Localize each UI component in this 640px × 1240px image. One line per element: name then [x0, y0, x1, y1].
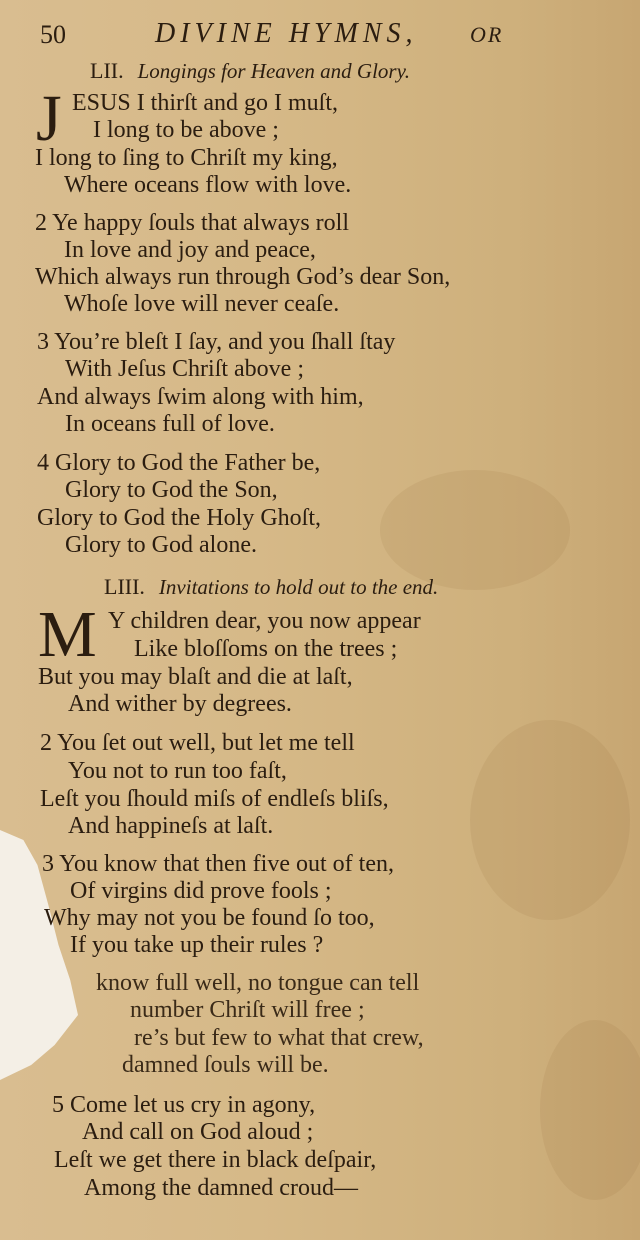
verse-line: 3 You know that then five out of ten,: [42, 851, 394, 877]
verse-line: know full well, no tongue can tell: [96, 970, 420, 996]
verse-line: 4 Glory to God the Father be,: [37, 450, 321, 476]
verse-line: Where oceans flow with love.: [64, 172, 352, 198]
verse-line: re’s but few to what that crew,: [134, 1025, 424, 1051]
verse-line: You not to run too faſt,: [68, 758, 287, 784]
verse-line: Whoſe love will never ceaſe.: [64, 291, 340, 317]
running-title-suffix: OR: [470, 22, 504, 47]
verse-line: 3 You’re bleſt I ſay, and you ſhall ſtay: [37, 329, 396, 355]
verse-line: Glory to God the Son,: [65, 477, 278, 503]
verse-line: But you may blaſt and die at laſt,: [38, 664, 353, 690]
verse-line: Among the damned croud—: [84, 1175, 358, 1201]
verse-line: Leſt you ſhould miſs of endleſs bliſs,: [40, 786, 389, 812]
verse-line: If you take up their rules ?: [70, 932, 324, 958]
verse-line: Which always run through God’s dear Son,: [35, 264, 451, 290]
verse-line: ESUS I thirſt and go I muſt,: [72, 90, 338, 116]
page-header: [0, 12, 640, 52]
verse-line: In love and joy and peace,: [64, 237, 316, 263]
verse-line: With Jeſus Chriſt above ;: [65, 356, 305, 382]
verse-line: And always ſwim along with him,: [37, 384, 364, 410]
paper-stain: [470, 720, 630, 920]
drop-cap: M: [38, 598, 97, 671]
verse-line: Like bloſſoms on the trees ;: [134, 636, 398, 662]
verse-line: 2 Ye happy ſouls that always roll: [35, 210, 349, 236]
verse-line: damned ſouls will be.: [122, 1052, 329, 1078]
verse-line: Why may not you be found ſo too,: [44, 905, 375, 931]
verse-line: Glory to God alone.: [65, 532, 257, 558]
drop-cap: J: [36, 82, 62, 155]
paper-stain: [540, 1020, 640, 1200]
verse-line: I long to ſing to Chriſt my king,: [35, 145, 338, 171]
verse-line: Leſt we get there in black deſpair,: [54, 1147, 377, 1173]
hymn-heading: [104, 574, 438, 600]
paper-stain: [380, 470, 570, 590]
verse-line: In oceans full of love.: [65, 411, 275, 437]
verse-line: Of virgins did prove fools ;: [70, 878, 332, 904]
hymn-title: Longings for Heaven and Glory.: [137, 59, 410, 83]
hymn-number: LIII.: [104, 574, 145, 599]
page-number: 50: [40, 20, 66, 49]
hymn-number: LII.: [90, 58, 124, 83]
verse-line: number Chriſt will free ;: [130, 997, 365, 1023]
verse-line: Glory to God the Holy Ghoſt,: [37, 505, 321, 531]
hymn-title: Invitations to hold out to the end.: [158, 575, 439, 599]
verse-line: I long to be above ;: [93, 117, 279, 143]
verse-line: Y children dear, you now appear: [108, 608, 421, 634]
verse-line: And wither by degrees.: [68, 691, 292, 717]
hymn-heading: [90, 58, 410, 84]
running-title: DIVINE HYMNS,: [155, 18, 418, 49]
verse-line: And call on God aloud ;: [82, 1119, 314, 1145]
verse-line: 2 You ſet out well, but let me tell: [40, 730, 355, 756]
verse-line: And happineſs at laſt.: [68, 813, 274, 839]
verse-line: 5 Come let us cry in agony,: [52, 1092, 316, 1118]
